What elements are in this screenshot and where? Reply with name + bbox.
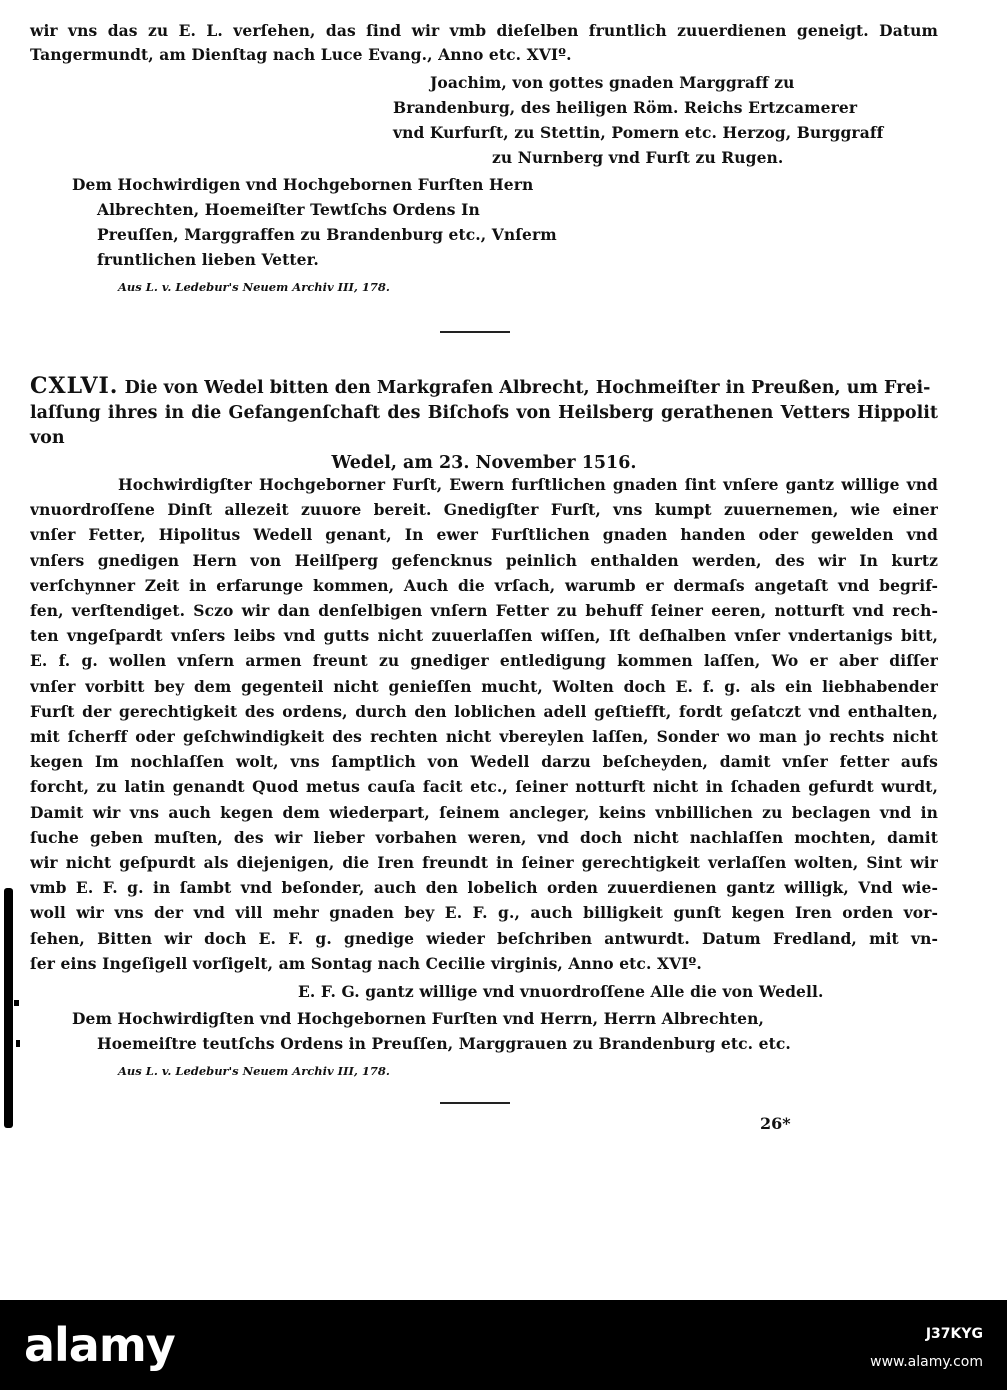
body-line: mit ſcherff oder geſchwindigkeit des rechten nicht vbereylen laſſen, Sonder wo man jo rechts nicht bbox=[30, 727, 938, 746]
letter1-source: Aus L. v. Ledebur's Neuem Archiv III, 178. bbox=[118, 280, 390, 294]
body-line: wir nicht geſpurdt als diejenigen, die Iren freundt in ſeiner gerechtigkeit verlaſſen wolten, Sint wir bbox=[30, 853, 938, 872]
letter1-signature-line-2: Brandenburg, des heiligen Röm. Reichs Ertzcamerer bbox=[393, 98, 858, 117]
section-divider bbox=[440, 331, 510, 333]
body-line: verſchynner Zeit in erfarunge kommen, Auch die vrſach, warumb er dermaſs angetaſt vnd begrif- bbox=[30, 575, 938, 595]
body-line: kegen Im nochlaſſen wolt, vns ſamptlich von Wedell darzu beſcheyden, damit vnſer fetter aufs bbox=[30, 752, 938, 772]
body-line: vmb E. F. g. in ſambt vnd beſonder, auch den lobelich orden zuuerdienen gantz willigk, Vnd wie- bbox=[30, 878, 938, 898]
letter1-address-line-2: Albrechten, Hoemeiſter Tewtſchs Ordens In bbox=[97, 200, 480, 219]
scan-speck bbox=[16, 1040, 20, 1047]
letter1-signature-line-1: Joachim, von gottes gnaden Marggraff zu bbox=[430, 73, 795, 92]
body-line: vnſer Fetter, Hipolitus Wedell genant, In ewer Furſtlichen gnaden handen oder gewelden vnd bbox=[30, 525, 938, 545]
heading-line-2: laſſung ihres in die Gefangenſchaft des Biſchofs von Heilsberg gerathenen Vetters Hippolit von bbox=[30, 403, 938, 448]
body-line: Damit wir vns auch kegen dem wiederpart, ſeinem ancleger, keins vnbillichen zu beclagen vnd in bbox=[30, 802, 938, 822]
letter1-signature-line-3: vnd Kurfurſt, zu Stettin, Pomern etc. Herzog, Burggraff bbox=[393, 123, 884, 142]
scan-edge-mark bbox=[4, 888, 13, 1128]
scan-speck bbox=[14, 1000, 19, 1006]
body-line: ſer eins Ingeſigell vorſigelt, am Sontag nach Cecilie virginis, Anno etc. XVIº. bbox=[30, 953, 702, 973]
closing-divider bbox=[440, 1102, 510, 1104]
body-line: Hochwirdigſter Hochgeborner Furſt, Ewern furſtlichen gnaden ſint vnſere gantz willige vnd bbox=[118, 475, 938, 494]
letter1-address-line-3: Preuſſen, Marggraffen zu Brandenburg etc., Vnſerm bbox=[97, 225, 557, 244]
body-line: Furſt der gerechtigkeit des ordens, durch den loblichen adell geſtiefft, fordt geſatczt vnd enthalten, bbox=[30, 701, 938, 721]
letter2-address-line-1: Dem Hochwirdigſten vnd Hochgebornen Furſten vnd Herrn, Herrn Albrechten, bbox=[72, 1009, 764, 1028]
alamy-logo: alamy bbox=[24, 1318, 175, 1372]
footer-url: www.alamy.com bbox=[870, 1354, 983, 1370]
body-line: vnſers gnedigen Hern von Heilſperg gefencknus peinlich enthalden werden, des wir In kurtz bbox=[30, 550, 938, 570]
body-line: fen, verſtendiget. Sczo wir dan denſelbigen vnſern Fetter zu behuff ſeiner eeren, notturft vnd rech- bbox=[30, 601, 938, 620]
letter1-line-1: wir vns das zu E. L. verſehen, das ſind wir vmb dieſelben fruntlich zuuerdienen geneigt. Datum bbox=[30, 21, 938, 40]
body-line: forcht, zu latin genandt Quod metus cauſa facit etc., ſeiner notturft nicht in ſchaden gefurdt wurdt, bbox=[30, 777, 938, 797]
document-number: CXLVI. bbox=[30, 373, 119, 399]
letter1-line-2: Tangermundt, am Dienſtag nach Luce Evang., Anno etc. XVIº. bbox=[30, 45, 572, 64]
letter1-address-line-4: fruntlichen lieben Vetter. bbox=[97, 250, 319, 269]
body-line: ten vngeſpardt vnſers leibs vnd gutts nicht zuuerlaſſen wiſſen, Iſt deſhalben vnſer vndertanigs bitt, bbox=[30, 626, 938, 646]
watermark-footer bbox=[0, 1300, 1007, 1390]
letter2-source: Aus L. v. Ledebur's Neuem Archiv III, 178. bbox=[118, 1064, 390, 1078]
body-line: ſehen, Bitten wir doch E. F. g. gnedige wieder beſchriben antwurdt. Datum Fredland, mit vn- bbox=[30, 928, 938, 948]
image-id: J37KYG bbox=[925, 1326, 983, 1342]
letter1-address-line-1: Dem Hochwirdigen vnd Hochgebornen Furſten Hern bbox=[72, 175, 534, 194]
letter2-signature: E. F. G. gantz willige vnd vnuordroſſene Alle die von Wedell. bbox=[298, 982, 824, 1001]
heading-line-3: Wedel, am 23. November 1516. bbox=[331, 453, 637, 473]
body-line: woll wir vns der vnd vill mehr gnaden bey E. F. g., auch billigkeit gunſt kegen Iren orden vor- bbox=[30, 903, 938, 923]
letter1-signature-line-4: zu Nurnberg vnd Furſt zu Rugen. bbox=[492, 148, 784, 167]
body-line: vnuordroſſene Dinſt allezeit zuuore bereit. Gnedigſter Furſt, vns kumpt zuuernemen, wie einer bbox=[30, 500, 938, 520]
document-heading bbox=[30, 374, 938, 476]
body-line: ſuche geben muſten, des wir lieber vorbahen weren, vnd doch nicht nachlaſſen mochten, damit bbox=[30, 827, 938, 847]
heading-line-1: Die von Wedel bitten den Markgrafen Albrecht, Hochmeiſter in Preußen, um Frei- bbox=[124, 378, 931, 398]
body-line: vnſer vorbitt bey dem gegenteil nicht genieſſen mucht, Wolten doch E. f. g. als ein liebhabender bbox=[30, 676, 938, 696]
page-number: 26* bbox=[760, 1114, 791, 1133]
letter2-address-line-2: Hoemeiſtre teutſchs Ordens in Preuſſen, Marggrauen zu Brandenburg etc. etc. bbox=[97, 1034, 791, 1053]
body-line: E. f. g. wollen vnſern armen freunt zu gnediger entledigung kommen laſſen, Wo er aber diſſer bbox=[30, 651, 938, 671]
